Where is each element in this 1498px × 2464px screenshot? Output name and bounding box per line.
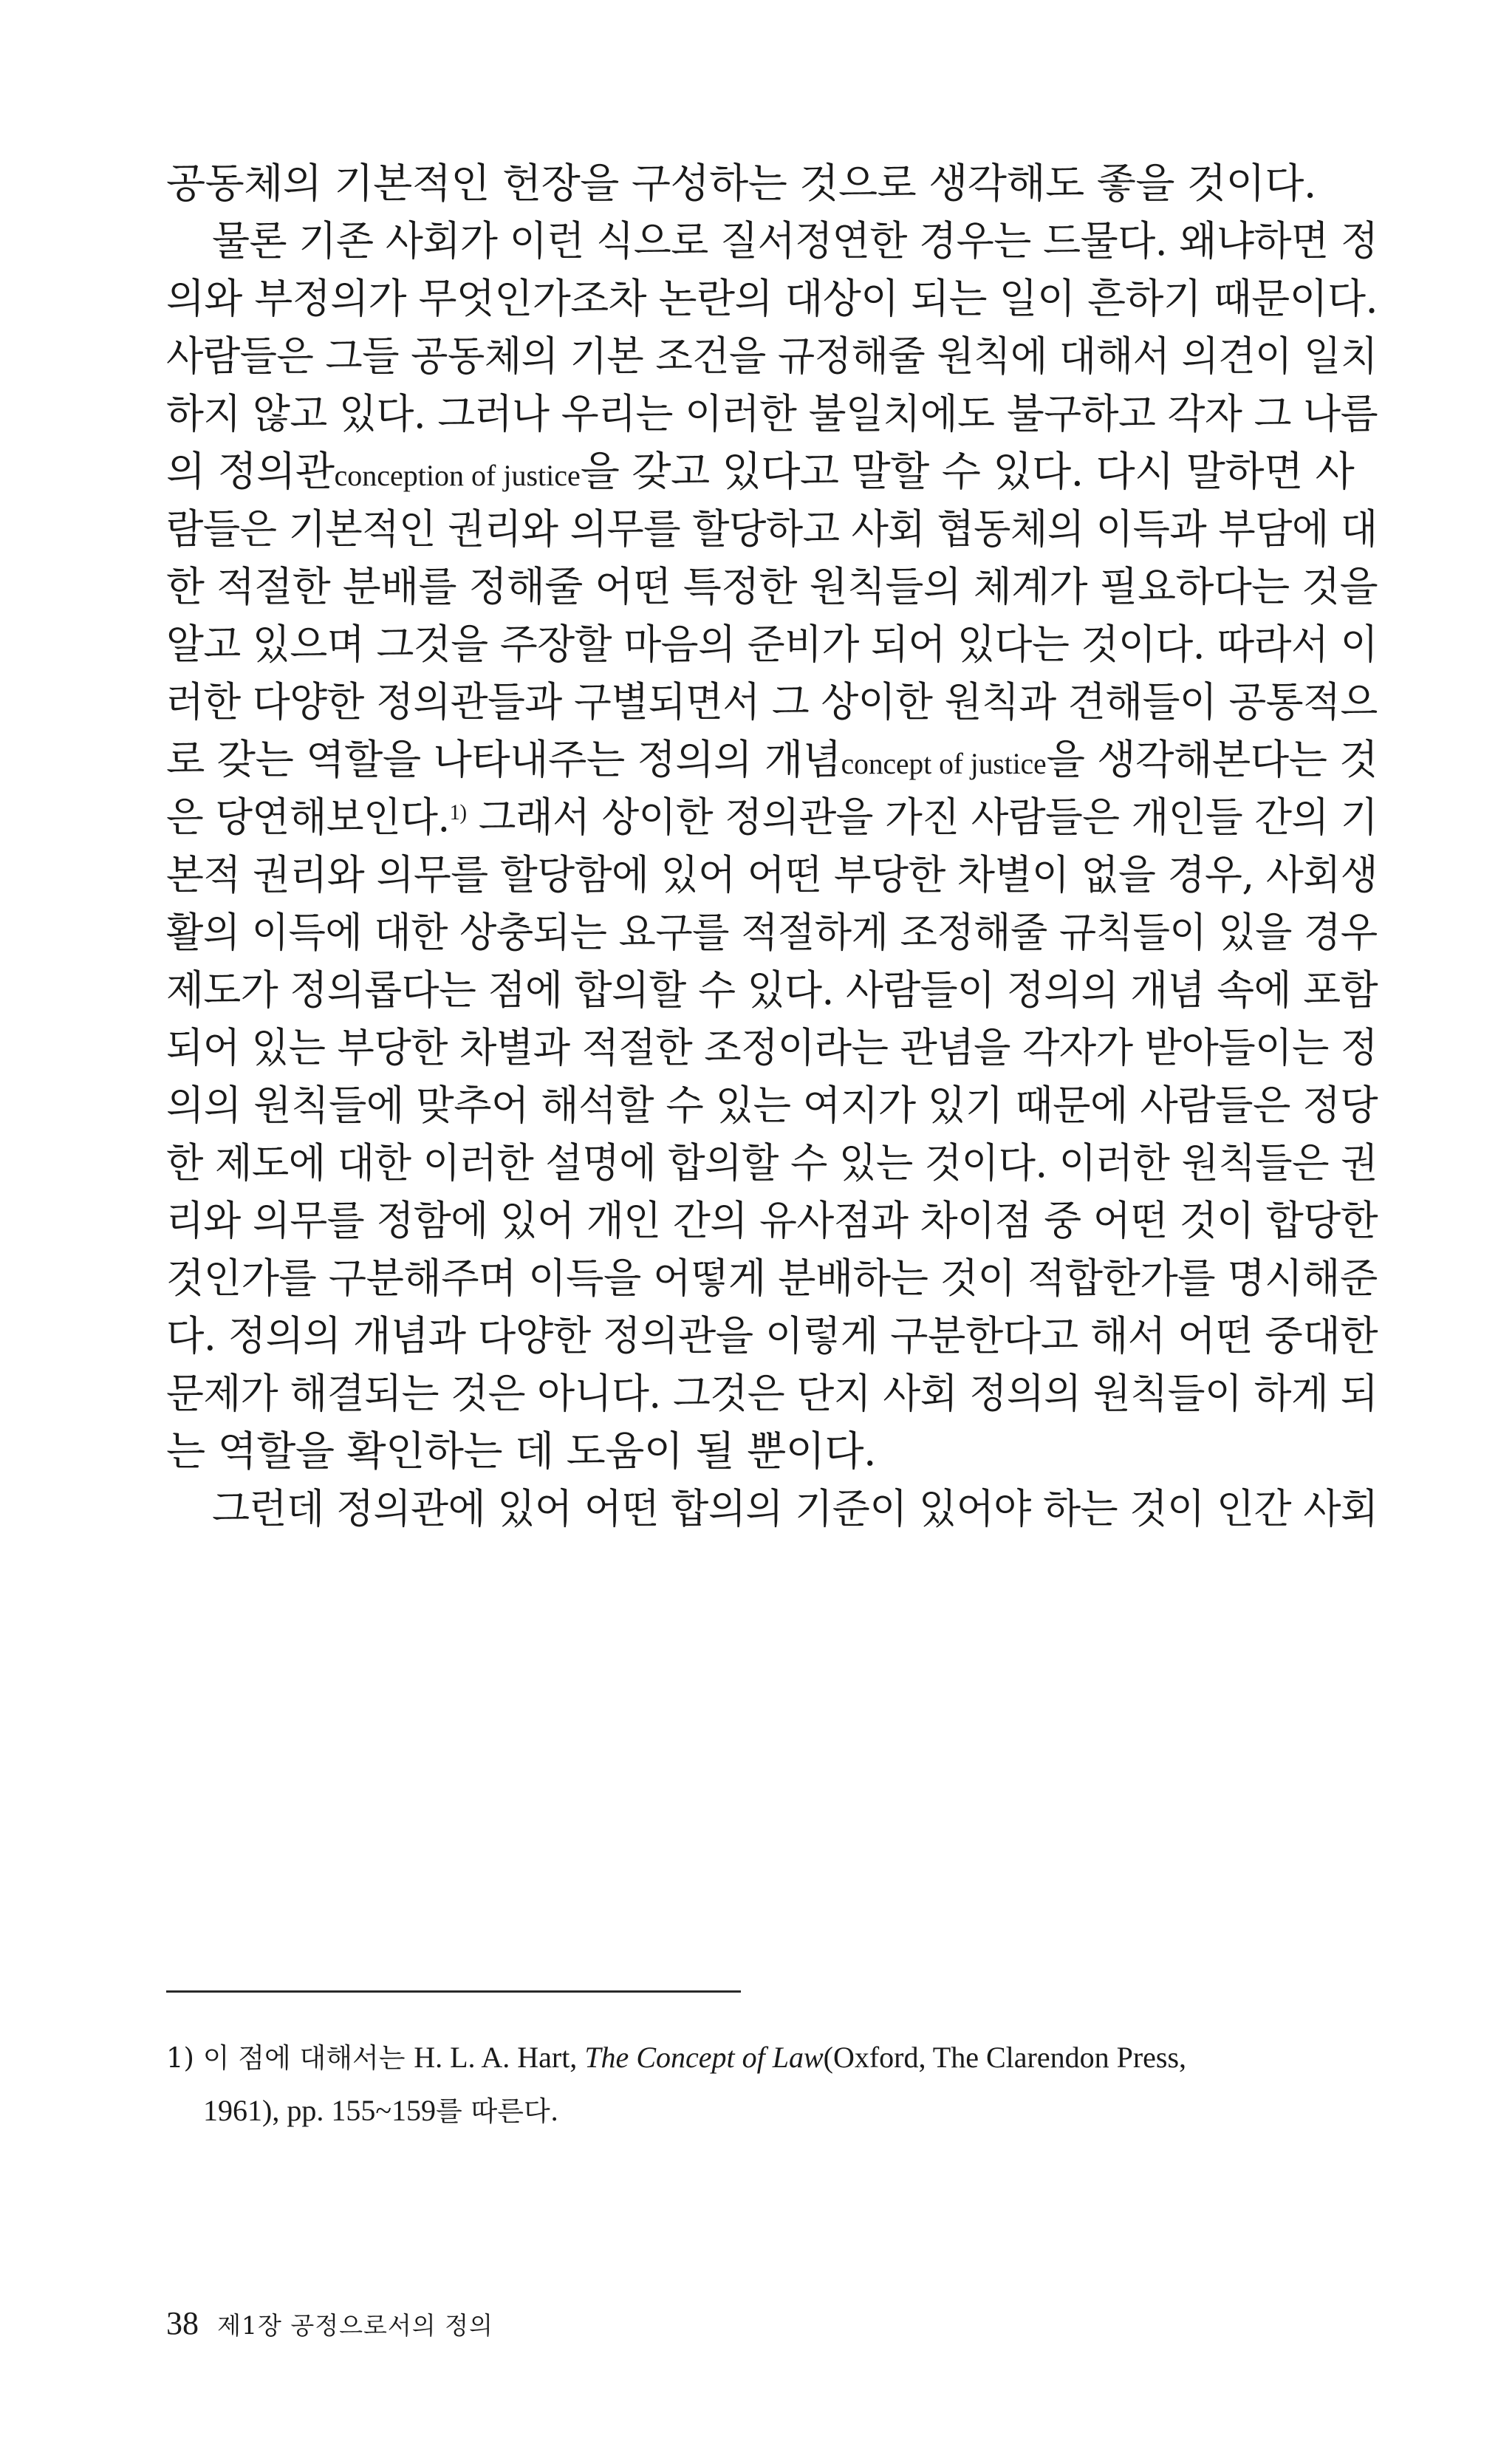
text-line: 의와 부정의가 무엇인가조차 논란의 대상이 되는 일이 흔하기 때문이다.: [166, 275, 1378, 322]
footnote-book-title: The Concept of Law: [584, 2041, 824, 2074]
paragraph-start-line: 물론 기존 사회가 이런 식으로 질서정연한 경우는 드물다. 왜냐하면 정: [212, 217, 1378, 265]
text-line: 공동체의 기본적인 헌장을 구성하는 것으로 생각해도 좋을 것이다.: [166, 160, 1316, 207]
text-line: 되어 있는 부당한 차별과 적절한 조정이라는 관념을 각자가 받아들이는 정: [166, 1024, 1378, 1071]
chapter-title: 제1장 공정으로서의 정의: [217, 2311, 493, 2340]
text-line: 사람들은 그들 공동체의 기본 조건을 규정해줄 원칙에 대해서 의견이 일치: [166, 332, 1378, 380]
english-gloss: concept of justice: [841, 747, 1047, 780]
text-line: 다. 정의의 개념과 다양한 정의관을 이렇게 구분한다고 해서 어떤 중대한: [166, 1312, 1378, 1359]
text-line: 러한 다양한 정의관들과 구별되면서 그 상이한 원칙과 견해들이 공통적으: [166, 678, 1378, 726]
page-footer: [166, 2305, 493, 2342]
text-line: 알고 있으며 그것을 주장할 마음의 준비가 되어 있다는 것이다. 따라서 이: [166, 621, 1378, 668]
footnote-line: 1) 이 점에 대해서는 H. L. A. Hart, The Concept of Law(Oxford, The Clarendon Press,: [166, 2041, 1187, 2074]
text-line: 한 제도에 대한 이러한 설명에 합의할 수 있는 것이다. 이러한 원칙들은 권: [166, 1139, 1378, 1187]
text-line: 의 정의관conception of justice을 갖고 있다고 말할 수 있다. 다시 말하면 사: [166, 448, 1355, 495]
text-line: 는 역할을 확인하는 데 도움이 될 뿐이다.: [166, 1427, 876, 1475]
text-line: 본적 권리와 의무를 할당함에 있어 어떤 부당한 차별이 없을 경우, 사회생: [166, 851, 1378, 898]
page-number: 38: [166, 2305, 199, 2341]
text-line: 하지 않고 있다. 그러나 우리는 이러한 불일치에도 불구하고 각자 그 나름: [166, 390, 1378, 437]
footnote-marker: 1): [166, 2042, 194, 2074]
paragraph-start-line: 그런데 정의관에 있어 어떤 합의의 기준이 있어야 하는 것이 인간 사회: [212, 1485, 1378, 1532]
text-line: 의의 원칙들에 맞추어 해석할 수 있는 여지가 있기 때문에 사람들은 정당: [166, 1082, 1378, 1129]
footnote-pages: 1961), pp. 155~159: [203, 2094, 436, 2127]
footnote-divider: [166, 1990, 741, 1993]
english-gloss: conception of justice: [334, 459, 581, 492]
footnote-reference: 1): [449, 800, 467, 825]
text-line: 활의 이득에 대한 상충되는 요구를 적절하게 조정해줄 규칙들이 있을 경우: [166, 909, 1378, 956]
text-line: 리와 의무를 정함에 있어 개인 간의 유사점과 차이점 중 어떤 것이 합당한: [166, 1197, 1378, 1244]
text-line: 한 적절한 분배를 정해줄 어떤 특정한 원칙들의 체계가 필요하다는 것을: [166, 563, 1378, 610]
footnote-author: H. L. A. Hart,: [414, 2041, 585, 2074]
footnote-publisher: (Oxford, The Clarendon Press,: [823, 2041, 1187, 2074]
text-line: 것인가를 구분해주며 이득을 어떻게 분배하는 것이 적합한가를 명시해준: [166, 1255, 1378, 1302]
text-line: 문제가 해결되는 것은 아니다. 그것은 단지 사회 정의의 원칙들이 하게 되: [166, 1370, 1378, 1417]
footnote-line: 1961), pp. 155~159를 따른다.: [203, 2094, 559, 2127]
text-line: 제도가 정의롭다는 점에 합의할 수 있다. 사람들이 정의의 개념 속에 포함: [166, 966, 1378, 1014]
text-line: 로 갖는 역할을 나타내주는 정의의 개념concept of justice을 생각해본다는 것: [166, 736, 1378, 783]
text-line: 은 당연해보인다.$^{1)}$ 그래서 상이한 정의관을 가진 사람들은 개인들 간의 기: [166, 794, 1378, 841]
text-line: 람들은 기본적인 권리와 의무를 할당하고 사회 협동체의 이득과 부담에 대: [166, 505, 1378, 553]
